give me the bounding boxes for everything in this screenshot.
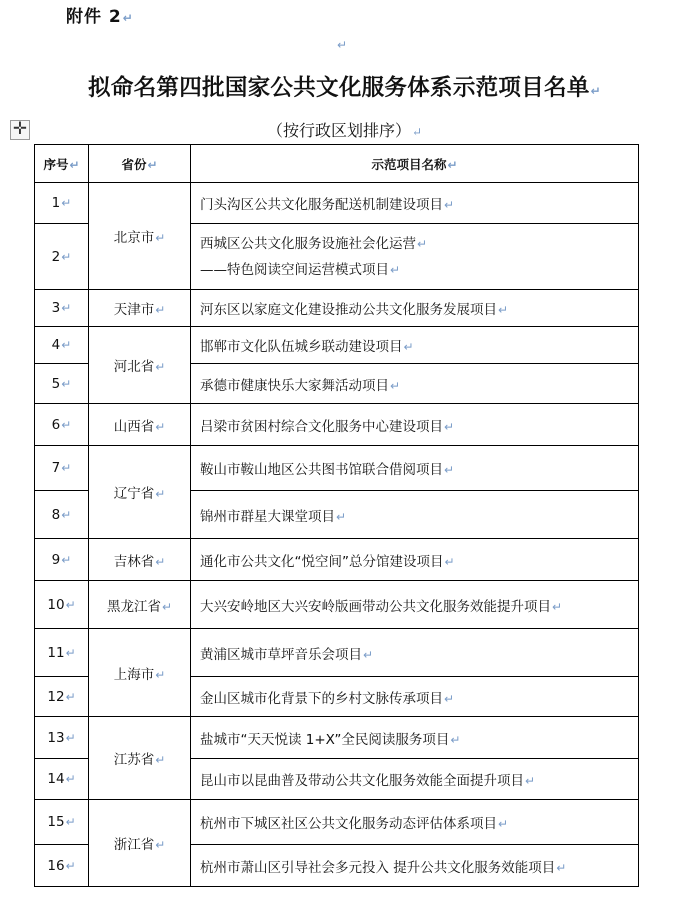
row-number-cell: 14↵	[35, 759, 89, 800]
cell-mark: ↵	[61, 338, 72, 352]
row-number-cell: 3↵	[35, 290, 89, 327]
cell-mark: ↵	[61, 249, 72, 264]
document-title: 拟命名第四批国家公共文化服务体系示范项目名单↵	[88, 75, 601, 101]
cell-mark: ↵	[444, 419, 455, 434]
paragraph-mark: ↵	[417, 236, 428, 251]
cell-mark: ↵	[61, 552, 72, 567]
document-subtitle: （按行政区划排序）↵	[266, 121, 423, 140]
row-number-cell: 4↵	[35, 327, 89, 364]
cell-mark: ↵	[61, 461, 72, 475]
cell-mark: ↵	[403, 340, 414, 354]
table-row	[35, 290, 639, 327]
cell-mark: ↵	[363, 647, 374, 662]
cell-mark: ↵	[65, 730, 76, 745]
cell-mark: ↵	[498, 303, 509, 317]
cell-mark: ↵	[155, 753, 166, 767]
cell-mark: ↵	[147, 157, 158, 172]
province-cell: 上海市↵	[89, 629, 191, 717]
province-cell: 江苏省↵	[89, 717, 191, 800]
paragraph-mark: ↵	[337, 38, 348, 52]
cell-mark: ↵	[65, 858, 76, 873]
cell-mark: ↵	[390, 262, 401, 277]
row-number-cell: 11↵	[35, 629, 89, 677]
province-cell: 吉林省↵	[89, 539, 191, 581]
cell-mark: ↵	[161, 599, 173, 614]
cell-mark: ↵	[525, 774, 536, 788]
cell-mark: ↵	[61, 417, 72, 432]
cell-mark: ↵	[155, 554, 166, 569]
cell-mark: ↵	[155, 231, 166, 245]
paragraph-mark: ↵	[122, 11, 134, 25]
project-name-cell: 昆山市以昆曲普及带动公共文化服务效能全面提升项目↵	[191, 759, 639, 800]
projects-table	[34, 144, 639, 887]
column-header-province: 省份↵	[89, 145, 191, 183]
row-number-cell: 16↵	[35, 845, 89, 887]
table-row	[35, 629, 639, 677]
province-cell: 河北省↵	[89, 327, 191, 404]
row-number-cell: 1↵	[35, 183, 89, 224]
project-name-cell: 通化市公共文化“悦空间”总分馆建设项目↵	[191, 539, 639, 581]
project-name-cell: 大兴安岭地区大兴安岭版画带动公共文化服务效能提升项目↵	[191, 581, 639, 629]
table-row	[35, 717, 639, 759]
row-number-cell: 10↵	[35, 581, 89, 629]
cell-mark: ↵	[155, 487, 166, 501]
cell-mark: ↵	[390, 378, 401, 393]
project-name-cell: 门头沟区公共文化服务配送机制建设项目↵	[191, 183, 639, 224]
project-name-cell: 河东区以家庭文化建设推动公共文化服务发展项目↵	[191, 290, 639, 327]
table-row	[35, 327, 639, 364]
table-row	[35, 581, 639, 629]
cell-mark: ↵	[61, 196, 72, 210]
row-number-cell: 2↵	[35, 224, 89, 290]
cell-mark: ↵	[155, 667, 166, 682]
column-header-project: 示范项目名称↵	[191, 145, 639, 183]
project-name-cell: 锦州市群星大课堂项目↵	[191, 491, 639, 539]
row-number-cell: 13↵	[35, 717, 89, 759]
cell-mark: ↵	[65, 597, 76, 612]
attachment-label: 附件 2↵	[66, 7, 134, 27]
table-row	[35, 800, 639, 845]
cell-mark: ↵	[61, 301, 72, 315]
paragraph-mark: ↵	[590, 84, 601, 98]
cell-mark: ↵	[61, 507, 72, 522]
province-cell: 浙江省↵	[89, 800, 191, 887]
cell-mark: ↵	[65, 815, 76, 829]
cell-mark: ↵	[498, 817, 509, 831]
province-cell: 辽宁省↵	[89, 446, 191, 539]
cell-mark: ↵	[65, 689, 76, 704]
project-name-cell: 鞍山市鞍山地区公共图书馆联合借阅项目↵	[191, 446, 639, 491]
project-name-cell: 吕梁市贫困村综合文化服务中心建设项目↵	[191, 404, 639, 446]
cell-mark: ↵	[444, 691, 455, 706]
empty-paragraph	[336, 34, 347, 53]
table-row	[35, 539, 639, 581]
cell-mark: ↵	[65, 645, 76, 660]
cell-mark: ↵	[450, 732, 461, 747]
project-name-cell: 邯郸市文化队伍城乡联动建设项目↵	[191, 327, 639, 364]
cell-mark: ↵	[444, 198, 455, 212]
paragraph-mark: ↵	[411, 125, 423, 139]
cell-mark: ↵	[61, 376, 72, 391]
row-number-cell: 5↵	[35, 364, 89, 404]
table-header-row	[35, 145, 639, 183]
cell-mark: ↵	[444, 554, 455, 569]
province-cell: 山西省↵	[89, 404, 191, 446]
project-name-cell: 盐城市“天天悦读 1+X”全民阅读服务项目↵	[191, 717, 639, 759]
column-header-number: 序号↵	[35, 145, 89, 183]
cell-mark: ↵	[447, 157, 458, 172]
cell-mark: ↵	[155, 303, 166, 317]
table-move-handle-icon[interactable]: ✛	[10, 120, 30, 140]
project-name-cell: 杭州市下城区社区公共文化服务动态评估体系项目↵	[191, 800, 639, 845]
cell-mark: ↵	[336, 509, 347, 524]
table-row	[35, 183, 639, 224]
row-number-cell: 8↵	[35, 491, 89, 539]
cell-mark: ↵	[69, 157, 80, 172]
cell-mark: ↵	[552, 599, 563, 614]
cell-mark: ↵	[155, 419, 166, 434]
table-row	[35, 404, 639, 446]
cell-mark: ↵	[444, 463, 455, 477]
project-name-cell: 杭州市萧山区引导社会多元投入 提升公共文化服务效能项目↵	[191, 845, 639, 887]
row-number-cell: 6↵	[35, 404, 89, 446]
province-cell: 黑龙江省↵	[89, 581, 191, 629]
project-name-cell: 黄浦区城市草坪音乐会项目↵	[191, 629, 639, 677]
province-cell: 北京市↵	[89, 183, 191, 290]
row-number-cell: 9↵	[35, 539, 89, 581]
project-name-cell: 金山区城市化背景下的乡村文脉传承项目↵	[191, 677, 639, 717]
project-name-cell: 西城区公共文化服务设施社会化运营↵ ——特色阅读空间运营模式项目↵	[191, 224, 639, 290]
cell-mark: ↵	[155, 838, 166, 852]
cell-mark: ↵	[65, 772, 76, 786]
project-name-cell: 承德市健康快乐大家舞活动项目↵	[191, 364, 639, 404]
province-cell: 天津市↵	[89, 290, 191, 327]
table-row	[35, 446, 639, 491]
cell-mark: ↵	[556, 860, 567, 875]
row-number-cell: 15↵	[35, 800, 89, 845]
cell-mark: ↵	[155, 360, 166, 374]
row-number-cell: 7↵	[35, 446, 89, 491]
row-number-cell: 12↵	[35, 677, 89, 717]
